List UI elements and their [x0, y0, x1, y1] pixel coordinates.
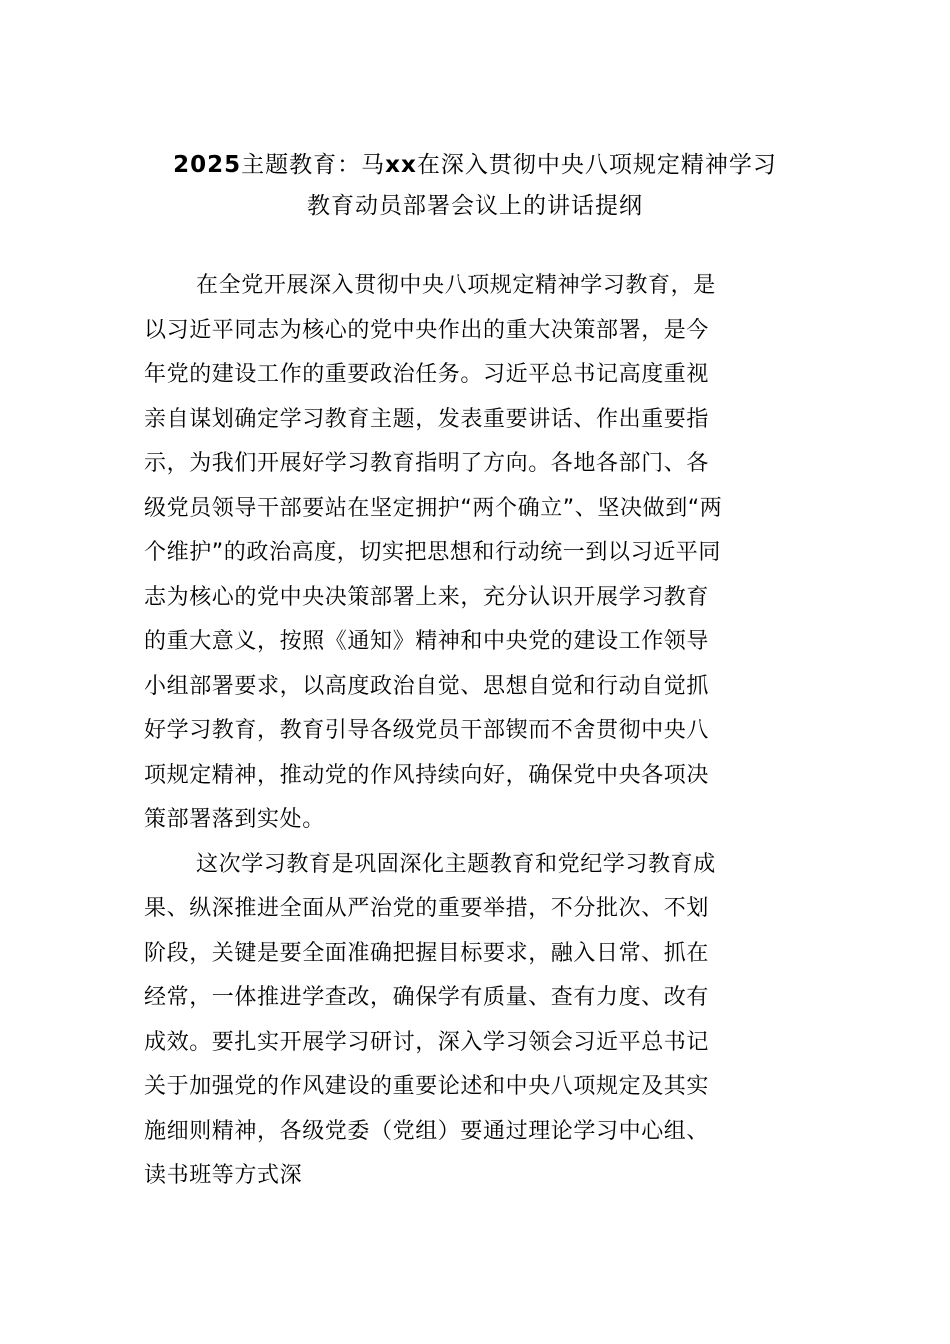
- paragraph-line: 项规定精神，推动党的作风持续向好，确保党中央各项决: [144, 762, 710, 788]
- title-line-1: [120, 145, 830, 186]
- paragraph-line: 在全党开展深入贯彻中央八项规定精神学习教育，是: [196, 273, 716, 298]
- paragraph-line: 这次学习教育是巩固深化主题教育和党纪学习教育成: [196, 851, 716, 877]
- title-line-2: 教育动员部署会议上的讲话提纲: [307, 193, 643, 219]
- document-body: [144, 264, 816, 1199]
- paragraph-line: 阶段，关键是要全面准确把握目标要求，融入日常、抓在: [144, 940, 710, 966]
- paragraph-line: 关于加强党的作风建设的重要论述和中央八项规定及其实: [144, 1074, 710, 1099]
- paragraph-line: 个维护”的政治高度，切实把思想和行动统一到以习近平同: [144, 540, 721, 565]
- title-topic: 主题教育：马: [241, 152, 386, 178]
- paragraph-line: 亲自谋划确定学习教育主题，发表重要讲话、作出重要指: [144, 406, 710, 432]
- title-year: 2025: [173, 152, 242, 178]
- paragraph-1: [144, 264, 816, 843]
- document-title: [120, 145, 830, 227]
- paragraph-line: 示，为我们开展好学习教育指明了方向。各地各部门、各: [144, 451, 710, 476]
- paragraph-2: [144, 843, 816, 1199]
- paragraph-line: 年党的建设工作的重要政治任务。习近平总书记高度重视: [144, 362, 710, 387]
- paragraph-line: 好学习教育，教育引导各级党员干部锲而不舍贯彻中央八: [144, 718, 710, 743]
- title-speaker-name: xx: [385, 152, 417, 178]
- paragraph-line: 策部署落到实处。: [144, 807, 325, 832]
- paragraph-line: 果、纵深推进全面从严治党的重要举措，不分批次、不划: [144, 896, 710, 921]
- paragraph-line: 施细则精神，各级党委（党组）要通过理论学习中心组、: [144, 1118, 710, 1144]
- paragraph-line: 志为核心的党中央决策部署上来，充分认识开展学习教育: [144, 584, 710, 610]
- paragraph-line: 经常，一体推进学查改，确保学有质量、查有力度、改有: [144, 985, 710, 1010]
- paragraph-line: 以习近平同志为核心的党中央作出的重大决策部署，是今: [144, 317, 710, 343]
- paragraph-line: 小组部署要求，以高度政治自觉、思想自觉和行动自觉抓: [144, 673, 710, 699]
- paragraph-line: 读书班等方式深: [144, 1163, 303, 1188]
- paragraph-line: 级党员领导干部要站在坚定拥护“两个确立”、坚决做到“两: [144, 495, 723, 521]
- paragraph-line: 成效。要扎实开展学习研讨，深入学习领会习近平总书记: [144, 1029, 710, 1055]
- title-subject: 在深入贯彻中央八项规定精神学习: [416, 152, 777, 178]
- paragraph-line: 的重大意义，按照《通知》精神和中央党的建设工作领导: [144, 629, 710, 654]
